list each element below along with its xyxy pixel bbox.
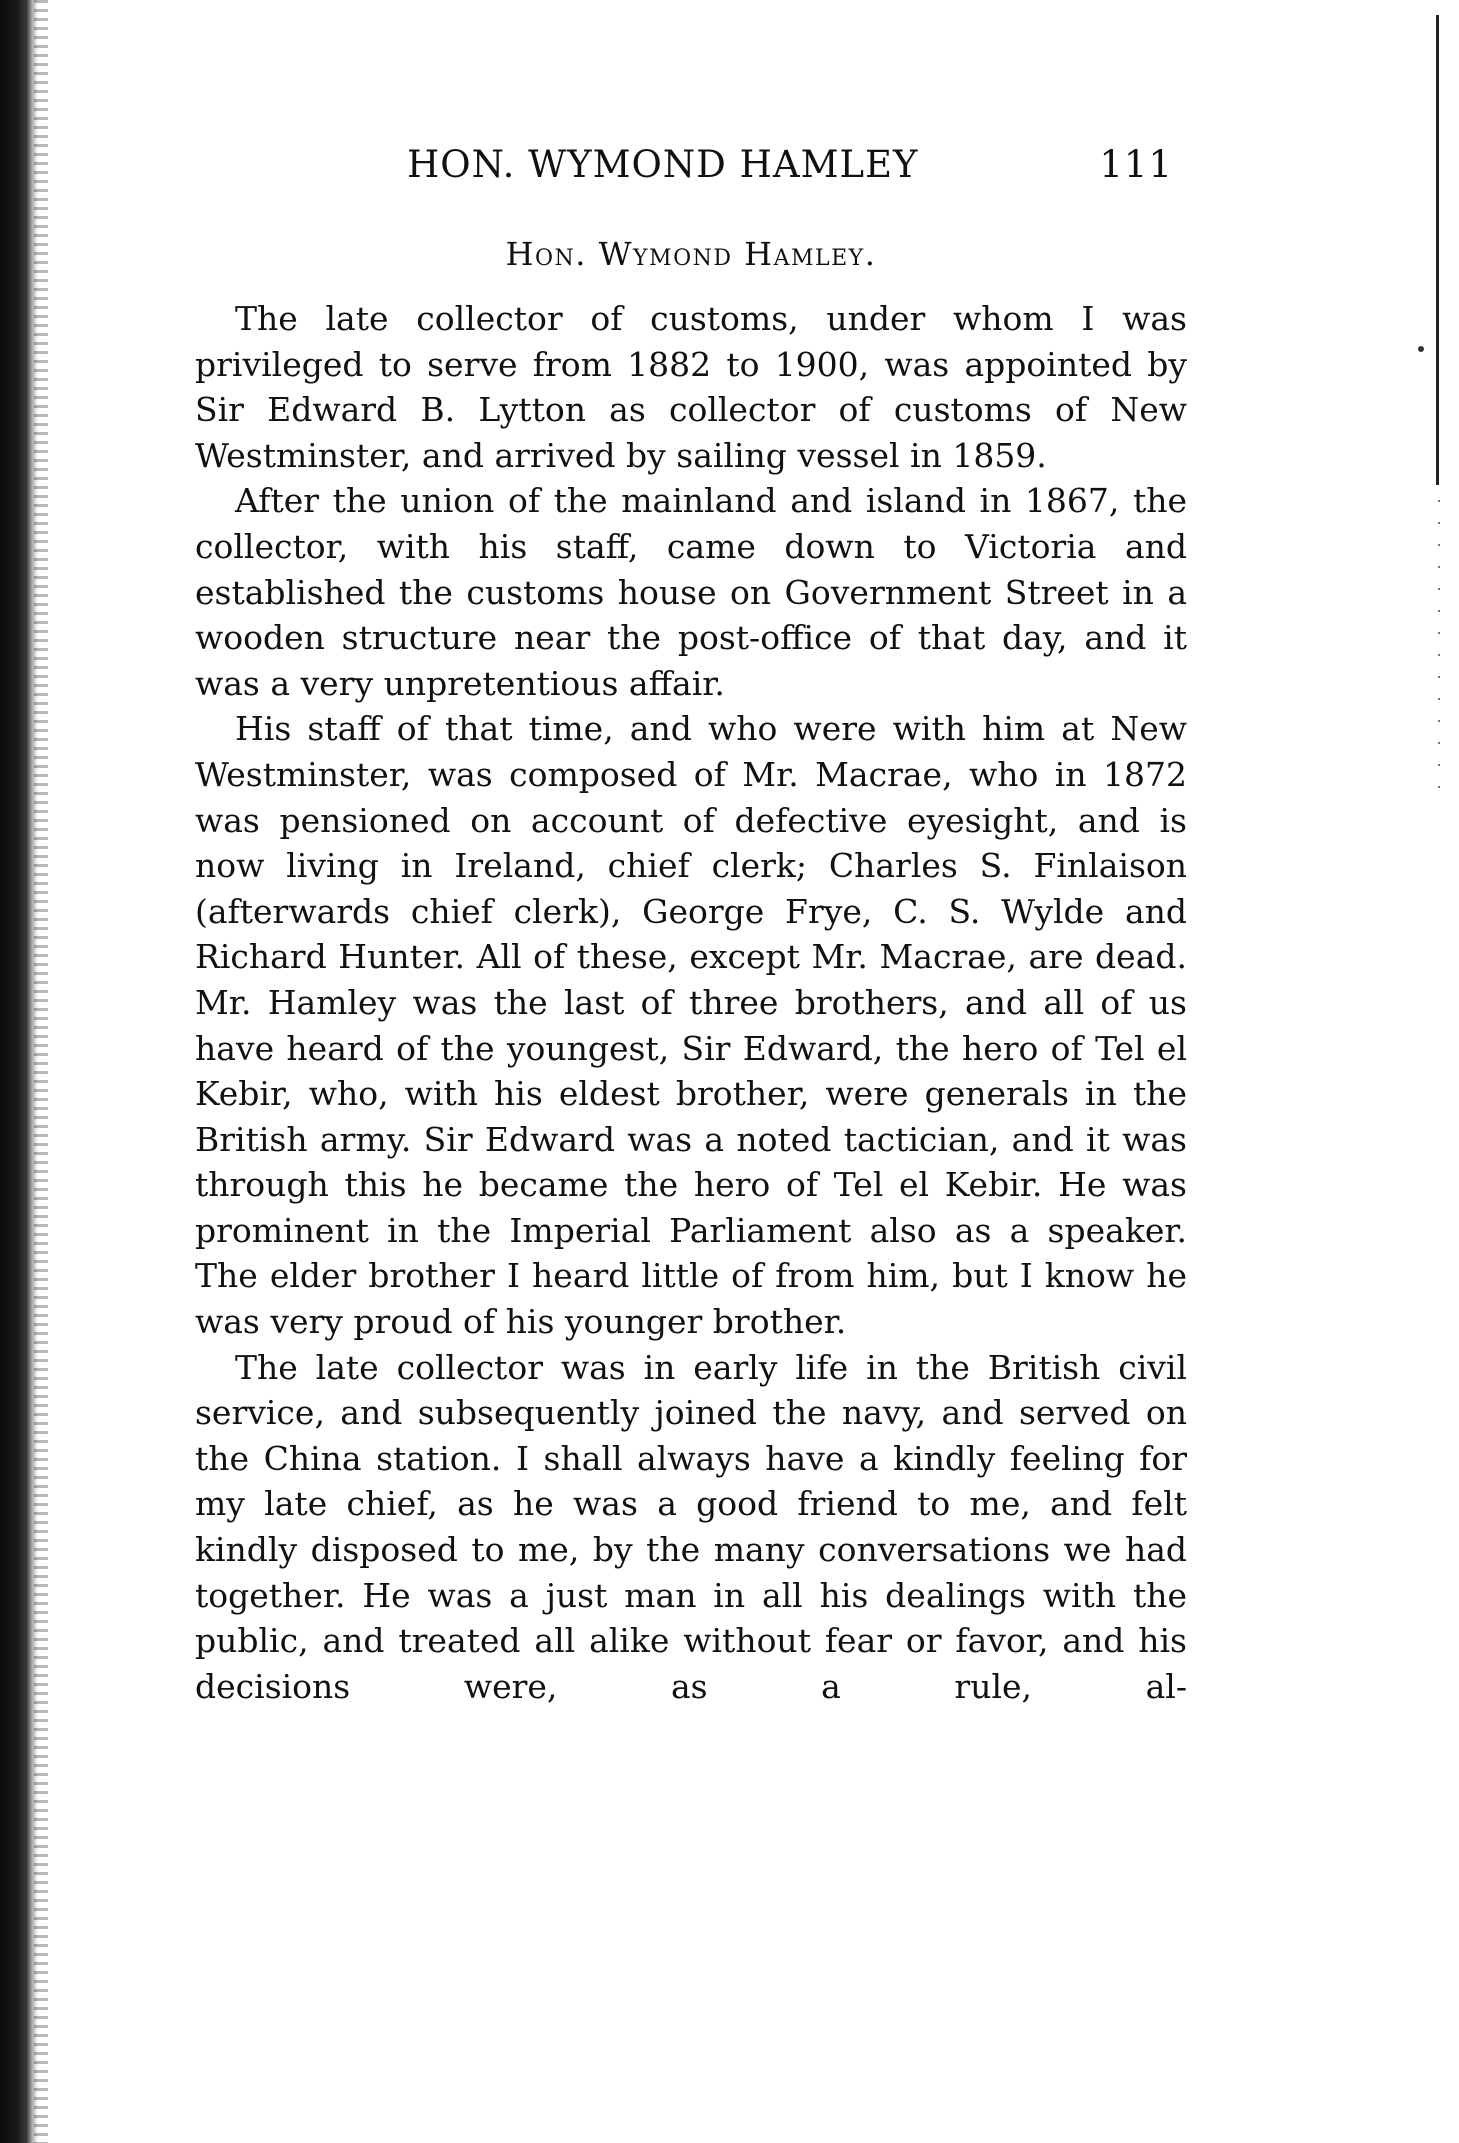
body-text [195, 296, 1187, 1709]
page-edge-line [1436, 15, 1439, 485]
running-head [195, 140, 1187, 190]
scan-speck [1418, 346, 1424, 352]
binding-edge [0, 0, 38, 2143]
paragraph: The late collector was in early life in the British civil service, and subsequently joined the navy, and served on the China station. I shall always have a kindly feeling for my late chief, as he was a good friend to me, and felt kindly disposed to me, by the many conversations we had together. He was a just man in all his dealings with the public, and treated all alike without fear or favor, and his decisions were, as a rule, al- [195, 1347, 1187, 1706]
section-heading: Hon. Wymond Hamley. [505, 235, 877, 273]
binding-shadow [34, 0, 48, 2143]
paragraph: After the union of the mainland and island in 1867, the collector, with his staff, came down to Victoria and established the customs house on Government Street in a wooden structure near the post-office of that day, and it was a very unpretentious affair. [195, 481, 1187, 703]
page-number: 111 [1099, 143, 1173, 186]
paragraph: His staff of that time, and who were with him at New Westminster, was composed of Mr. Macrae, who in 1872 was pensioned on account of defective eyesight, and is now living in Ireland, chief clerk; Charles S. Finlaison (afterwards chief clerk), George Frye, C. S. Wylde and Richard Hunter. All of these, except Mr. Macrae, are dead. Mr. Hamley was the last of three brothers, and all of us have heard of the youngest, Sir Edward, the hero of Tel el Kebir, who, with his eldest brother, were generals in the British army. Sir Edward was a noted tactician, and it was through this he became the hero of Tel el Kebir. He was prominent in the Imperial Parliament also as a speaker. The elder brother I heard little of from him, but I know he was very proud of his younger brother. [195, 709, 1187, 1342]
running-head-title: HON. WYMOND HAMLEY [407, 143, 919, 186]
page-edge-marks [1438, 500, 1440, 800]
paragraph: The late collector of customs, under whom I was privileged to serve from 1882 to 1900, was appointed by Sir Edward B. Lytton as collector of customs of New Westminster, and arrived by sailing vessel in 1859. [195, 299, 1187, 475]
